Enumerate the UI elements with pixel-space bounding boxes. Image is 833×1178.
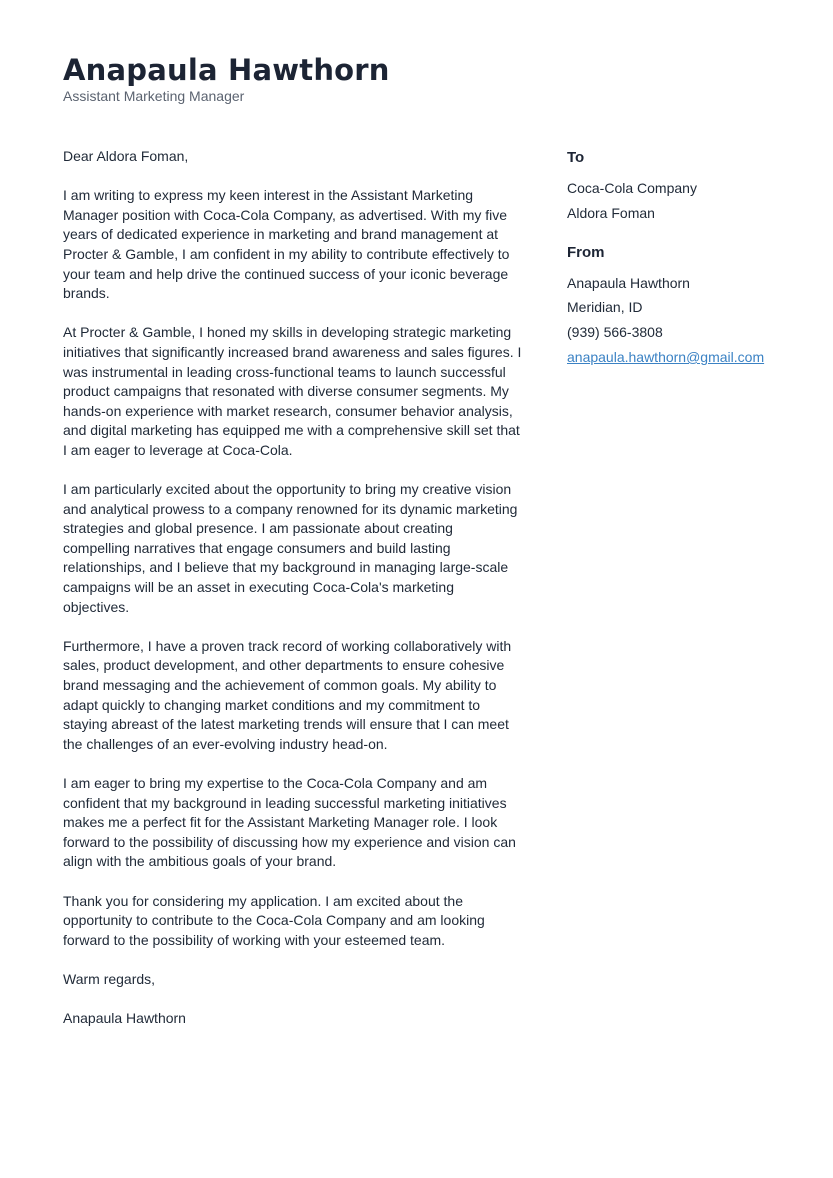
recipient-company: Coca-Cola Company xyxy=(567,180,697,196)
paragraph: I am writing to express my keen interest in the Assistant Marketing Manager position with Coca-Cola Company, as advertised. With my five years of dedicated experience in marketing and brand management at Procter & Gamble, I am confident in my ability to contribute effectively to your team and help drive the continued success of your iconic beverage brands. xyxy=(63,187,510,302)
header xyxy=(63,52,390,104)
closing: Warm regards, xyxy=(63,970,156,987)
salutation: Dear Aldora Foman, xyxy=(63,148,189,164)
email-link[interactable]: anapaula.hawthorn@gmail.com xyxy=(567,348,765,365)
paragraph: Furthermore, I have a proven track record of working collaboratively with sales, product development, and other departments to ensure cohesive brand messaging and the achievement of common goals. My ability to adapt quickly to changing market conditions and my commitment to staying abreast of the latest marketing trends will ensure that I can meet the challenges of an ever-evolving industry head-on. xyxy=(63,637,512,752)
to-heading: To xyxy=(567,149,585,166)
paragraph: I am eager to bring my expertise to the Coca-Cola Company and am confident that my background in leading successful marketing initiatives makes me a perfect fit for the Assistant Marketing Manager role. I look forward to the possibility of discussing how my experience and vision can align with the ambitious goals of your brand. xyxy=(63,775,516,870)
sender-location: Meridian, ID xyxy=(567,299,643,316)
letter-body xyxy=(63,147,523,1048)
to-block xyxy=(567,148,807,226)
signature: Anapaula Hawthorn xyxy=(63,1010,186,1027)
sender-email-row xyxy=(567,345,807,370)
recipient-name: Aldora Foman xyxy=(567,204,655,221)
sidebar xyxy=(567,148,807,387)
from-block xyxy=(567,243,807,370)
paragraph: I am particularly excited about the opportunity to bring my creative vision and analytical prowess to a company renowned for its dynamic marketing strategies and global presence. I am passionate about creating compelling narratives that engage consumers and build lasting relationships, and I believe that my background in managing large-scale campaigns will be an asset in executing Coca-Cola's marketing objectives. xyxy=(63,481,518,615)
sender-phone: (939) 566-3808 xyxy=(567,324,663,341)
paragraph: At Procter & Gamble, I honed my skills in developing strategic marketing initiatives that significantly increased brand awareness and sales figures. I was instrumental in leading cross-functional teams to launch successful product campaigns that resonated with diverse consumer segments. My hands-on experience with market research, consumer behavior analysis, and digital marketing has equipped me with a comprehensive skill set that I am eager to leverage at Coca-Cola. xyxy=(63,324,522,458)
applicant-name: Anapaula Hawthorn xyxy=(63,53,390,87)
paragraph: Thank you for considering my application. I am excited about the opportunity to contribute to the Coca-Cola Company and am looking forward to the possibility of working with your esteemed team. xyxy=(63,892,485,948)
from-heading: From xyxy=(567,243,605,261)
applicant-title: Assistant Marketing Manager xyxy=(63,88,245,104)
sender-name: Anapaula Hawthorn xyxy=(567,274,690,291)
